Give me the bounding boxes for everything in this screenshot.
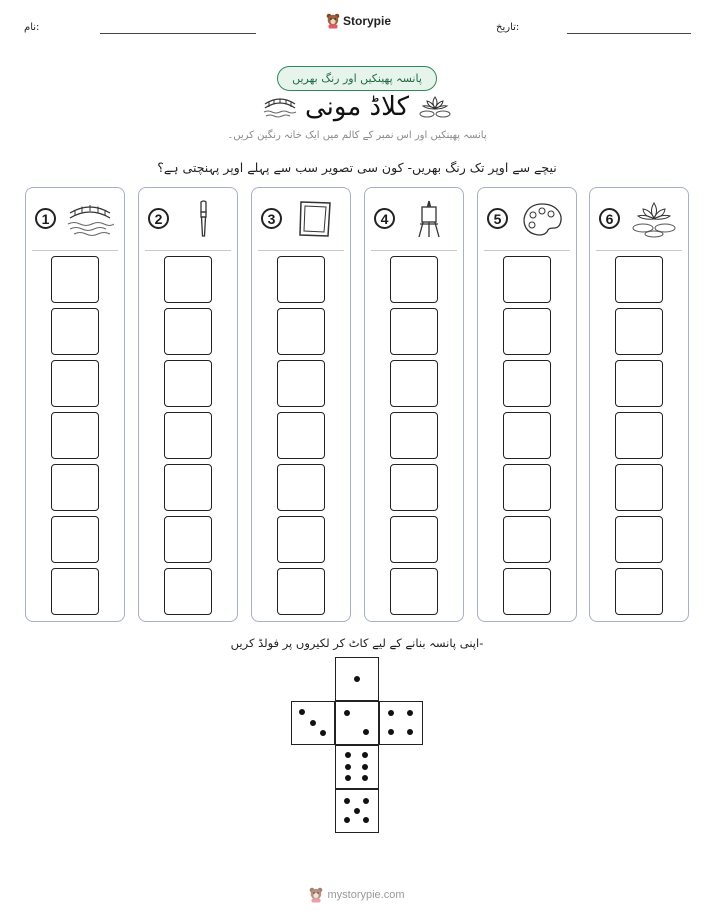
footer [0, 887, 714, 903]
column-divider [371, 250, 457, 251]
column-number: 4 [374, 208, 395, 229]
cell[interactable] [51, 568, 99, 615]
cell[interactable] [51, 256, 99, 303]
column-number: 3 [261, 208, 282, 229]
column-divider [596, 250, 682, 251]
cell[interactable] [164, 360, 212, 407]
cell[interactable] [51, 516, 99, 563]
cell[interactable] [390, 412, 438, 459]
cell[interactable] [277, 516, 325, 563]
die-pip [354, 808, 360, 814]
die-face-top[interactable] [335, 657, 379, 701]
die-face-right[interactable] [379, 701, 423, 745]
cell[interactable] [615, 412, 663, 459]
cell[interactable] [615, 360, 663, 407]
cell[interactable] [390, 516, 438, 563]
cell[interactable] [277, 360, 325, 407]
column-3 [251, 187, 351, 622]
column-6 [589, 187, 689, 622]
cell[interactable] [277, 308, 325, 355]
die-pip [362, 752, 368, 758]
cell[interactable] [277, 568, 325, 615]
water-lily-icon [630, 200, 678, 238]
column-number: 6 [599, 208, 620, 229]
name-line[interactable] [100, 33, 256, 34]
bridge-icon [66, 200, 114, 238]
die-pip [310, 720, 316, 726]
bear-icon [326, 13, 340, 29]
cell[interactable] [51, 360, 99, 407]
column-number: 1 [35, 208, 56, 229]
column-2 [138, 187, 238, 622]
die-pip [345, 764, 351, 770]
cutout-instruction: اپنی پانسہ بنانے کے لیے کاٹ کر لکیروں پر فولڈ کریں- [230, 636, 484, 650]
column-number: 2 [148, 208, 169, 229]
footer-url: mystorypie.com [327, 889, 405, 901]
cell[interactable] [503, 464, 551, 511]
die-pip [407, 729, 413, 735]
date-line[interactable] [567, 33, 691, 34]
cell[interactable] [503, 568, 551, 615]
cell[interactable] [503, 516, 551, 563]
cell[interactable] [277, 464, 325, 511]
frame-icon [292, 200, 340, 238]
cell[interactable] [503, 256, 551, 303]
column-number: 5 [487, 208, 508, 229]
die-pip [344, 817, 350, 823]
column-5 [477, 187, 577, 622]
die-pip [407, 710, 413, 716]
die-face-left[interactable] [291, 701, 335, 745]
die-pip [299, 709, 305, 715]
name-label: نام: [24, 22, 40, 33]
die-face-lower[interactable] [335, 745, 379, 789]
cell[interactable] [390, 568, 438, 615]
cell[interactable] [503, 360, 551, 407]
column-divider [484, 250, 570, 251]
cell[interactable] [390, 360, 438, 407]
column-divider [32, 250, 118, 251]
cell[interactable] [503, 308, 551, 355]
cell[interactable] [615, 568, 663, 615]
activity-badge: پانسہ پھینکیں اور رنگ بھریں [277, 66, 437, 91]
cell[interactable] [615, 256, 663, 303]
cell[interactable] [164, 464, 212, 511]
cell[interactable] [277, 412, 325, 459]
cell[interactable] [390, 256, 438, 303]
die-face-center[interactable] [335, 701, 379, 745]
cell[interactable] [615, 308, 663, 355]
cell[interactable] [51, 308, 99, 355]
cell[interactable] [51, 412, 99, 459]
date-label: تاریخ: [496, 22, 520, 33]
page-title: کلاڈ مونی [305, 92, 409, 122]
cell[interactable] [615, 464, 663, 511]
die-pip [354, 676, 360, 682]
column-1 [25, 187, 125, 622]
cell[interactable] [164, 516, 212, 563]
bear-icon [309, 887, 323, 903]
cell[interactable] [390, 308, 438, 355]
die-pip [388, 729, 394, 735]
cell[interactable] [164, 568, 212, 615]
die-pip [344, 798, 350, 804]
cell[interactable] [503, 412, 551, 459]
paintbrush-icon [179, 200, 227, 238]
die-pip [363, 817, 369, 823]
die-pip [344, 710, 350, 716]
easel-icon [405, 200, 453, 238]
palette-icon [518, 200, 566, 238]
brand-logo [326, 13, 391, 29]
question-text: نیچے سے اوپر تک رنگ بھریں- کون سی تصویر سب سے پہلے اوپر پہنچتی ہے؟ [157, 160, 557, 175]
die-pip [362, 764, 368, 770]
die-face-bottom[interactable] [335, 789, 379, 833]
die-pip [345, 752, 351, 758]
die-pip [363, 798, 369, 804]
cell[interactable] [51, 464, 99, 511]
die-pip [362, 775, 368, 781]
die-pip [320, 730, 326, 736]
cell[interactable] [164, 308, 212, 355]
die-pip [345, 775, 351, 781]
column-divider [145, 250, 231, 251]
cell[interactable] [164, 412, 212, 459]
cell[interactable] [390, 464, 438, 511]
column-4 [364, 187, 464, 622]
cell[interactable] [615, 516, 663, 563]
die-pip [363, 729, 369, 735]
cell[interactable] [164, 256, 212, 303]
die-pip [388, 710, 394, 716]
page-subtitle: پانسہ پھینکیں اور اس نمبر کے کالم میں ایک خانہ رنگین کریں۔ [227, 130, 487, 141]
cell[interactable] [277, 256, 325, 303]
brand-name: Storypie [343, 14, 392, 28]
column-divider [258, 250, 344, 251]
